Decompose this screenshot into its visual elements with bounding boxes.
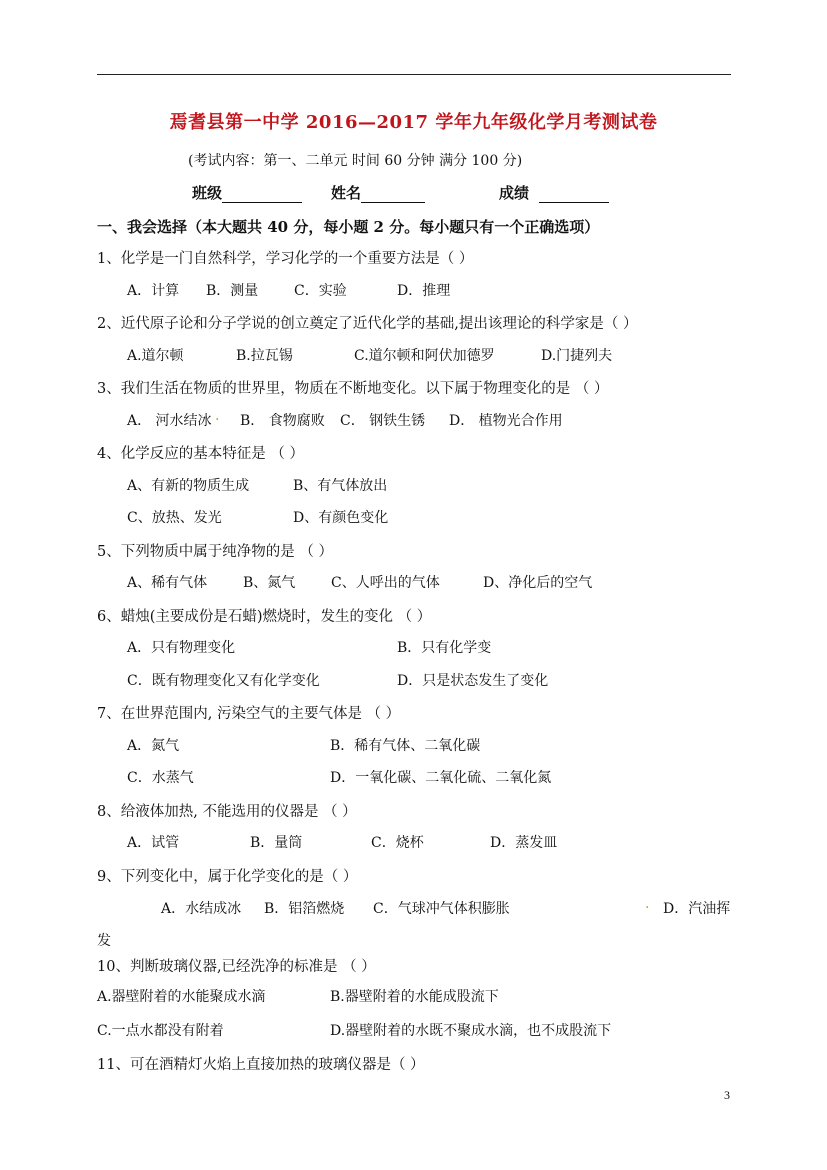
section-heading: 一、我会选择（本大题共 40 分，每小题 2 分。每小题只有一个正确选项） <box>97 218 600 236</box>
option: C．既有物理变化又有化学变化 <box>127 673 320 689</box>
option: A．水结成冰 <box>161 901 242 917</box>
option: A、有新的物质生成 <box>127 478 250 494</box>
name-label: 姓名 <box>331 184 362 202</box>
class-field <box>192 182 302 203</box>
question-stem: 11、可在酒精灯火焰上直接加热的玻璃仪器是（ ） <box>97 1057 425 1073</box>
header-rule <box>97 74 731 75</box>
option: C、放热、发光 <box>127 510 222 526</box>
option: B、氮气 <box>243 575 296 591</box>
option: C.道尔顿和阿伏加德罗 <box>354 348 495 364</box>
stray-mark: . <box>215 408 220 424</box>
option: A．计算 <box>127 283 180 299</box>
option: C．气球冲气体积膨胀 <box>373 901 510 917</box>
question-stem: 3、我们生活在物质的世界里，物质在不断地变化。以下属于物理变化的是 （ ） <box>97 381 609 397</box>
question-stem: 7、在世界范围内, 污染空气的主要气体是 （ ） <box>97 706 401 722</box>
option: B、有气体放出 <box>293 478 388 494</box>
score-field <box>499 182 609 203</box>
option: B.拉瓦锡 <box>236 348 293 364</box>
option: C、人呼出的气体 <box>331 575 440 591</box>
option: B．只有化学变 <box>397 640 492 656</box>
option: B．铝箔燃烧 <box>264 901 345 917</box>
question-stem: 9、下列变化中，属于化学变化的是（ ） <box>97 869 358 885</box>
name-field <box>331 182 425 203</box>
option: D． 植物光合作用 <box>449 413 563 429</box>
option: C．实验 <box>294 283 347 299</box>
question-stem: 6、蜡烛(主要成份是石蜡)燃烧时，发生的变化 （ ） <box>97 609 432 625</box>
class-label: 班级 <box>192 184 223 202</box>
option: A、稀有气体 <box>127 575 208 591</box>
question-stem: 8、给液体加热, 不能选用的仪器是 （ ） <box>97 804 357 820</box>
question-stem: 5、下列物质中属于纯净物的是 （ ） <box>97 544 333 560</box>
option: D、有颜色变化 <box>293 510 389 526</box>
score-blank[interactable] <box>539 188 609 203</box>
option: C．烧杯 <box>371 835 424 851</box>
option: B．稀有气体、二氧化碳 <box>330 738 481 754</box>
class-blank[interactable] <box>222 188 302 203</box>
option: A．只有物理变化 <box>127 640 236 656</box>
option: B． 食物腐败 <box>240 413 325 429</box>
question-stem: 2、近代原子论和分子学说的创立奠定了近代化学的基础,提出该理论的科学家是（ ） <box>97 316 638 332</box>
option: D、净化后的空气 <box>483 575 593 591</box>
option: D．只是状态发生了变化 <box>397 673 549 689</box>
question-stem: 10、判断玻璃仪器,已经洗净的标准是 （ ） <box>97 959 376 975</box>
option: A． 河水结冰 <box>127 413 212 429</box>
option: C．水蒸气 <box>127 770 194 786</box>
question-stem: 4、化学反应的基本特征是 （ ） <box>97 446 304 462</box>
question-stem: 1、化学是一门自然科学，学习化学的一个重要方法是（ ） <box>97 251 474 267</box>
option: D．一氧化碳、二氧化硫、二氧化氮 <box>330 770 552 786</box>
option: C.一点水都没有附着 <box>97 1023 224 1039</box>
option: B．测量 <box>206 283 259 299</box>
exam-title: 焉耆县第一中学 2016—2017 学年九年级化学月考测试卷 <box>169 112 658 133</box>
option: B．量筒 <box>250 835 303 851</box>
option: D.器壁附着的水既不聚成水滴，也不成股流下 <box>330 1023 612 1039</box>
score-label: 成绩 <box>499 184 530 202</box>
option: A.器壁附着的水能聚成水滴 <box>97 989 266 1005</box>
option: A．氮气 <box>127 738 180 754</box>
page-number: 3 <box>724 1088 730 1102</box>
option: A．试管 <box>127 835 180 851</box>
stray-mark: . <box>645 896 650 912</box>
option: D．汽油挥 <box>663 901 731 917</box>
option: D．推理 <box>397 283 451 299</box>
option: A.道尔顿 <box>127 348 184 364</box>
name-blank[interactable] <box>361 188 425 203</box>
option-wrap: 发 <box>97 933 111 949</box>
option: D.门捷列夫 <box>541 348 613 364</box>
option: B.器壁附着的水能成股流下 <box>330 989 499 1005</box>
option: C． 钢铁生锈 <box>340 413 426 429</box>
exam-subtitle: (考试内容：第一、二单元 时间 60 分钟 满分 100 分) <box>188 153 523 169</box>
option: D．蒸发皿 <box>490 835 558 851</box>
